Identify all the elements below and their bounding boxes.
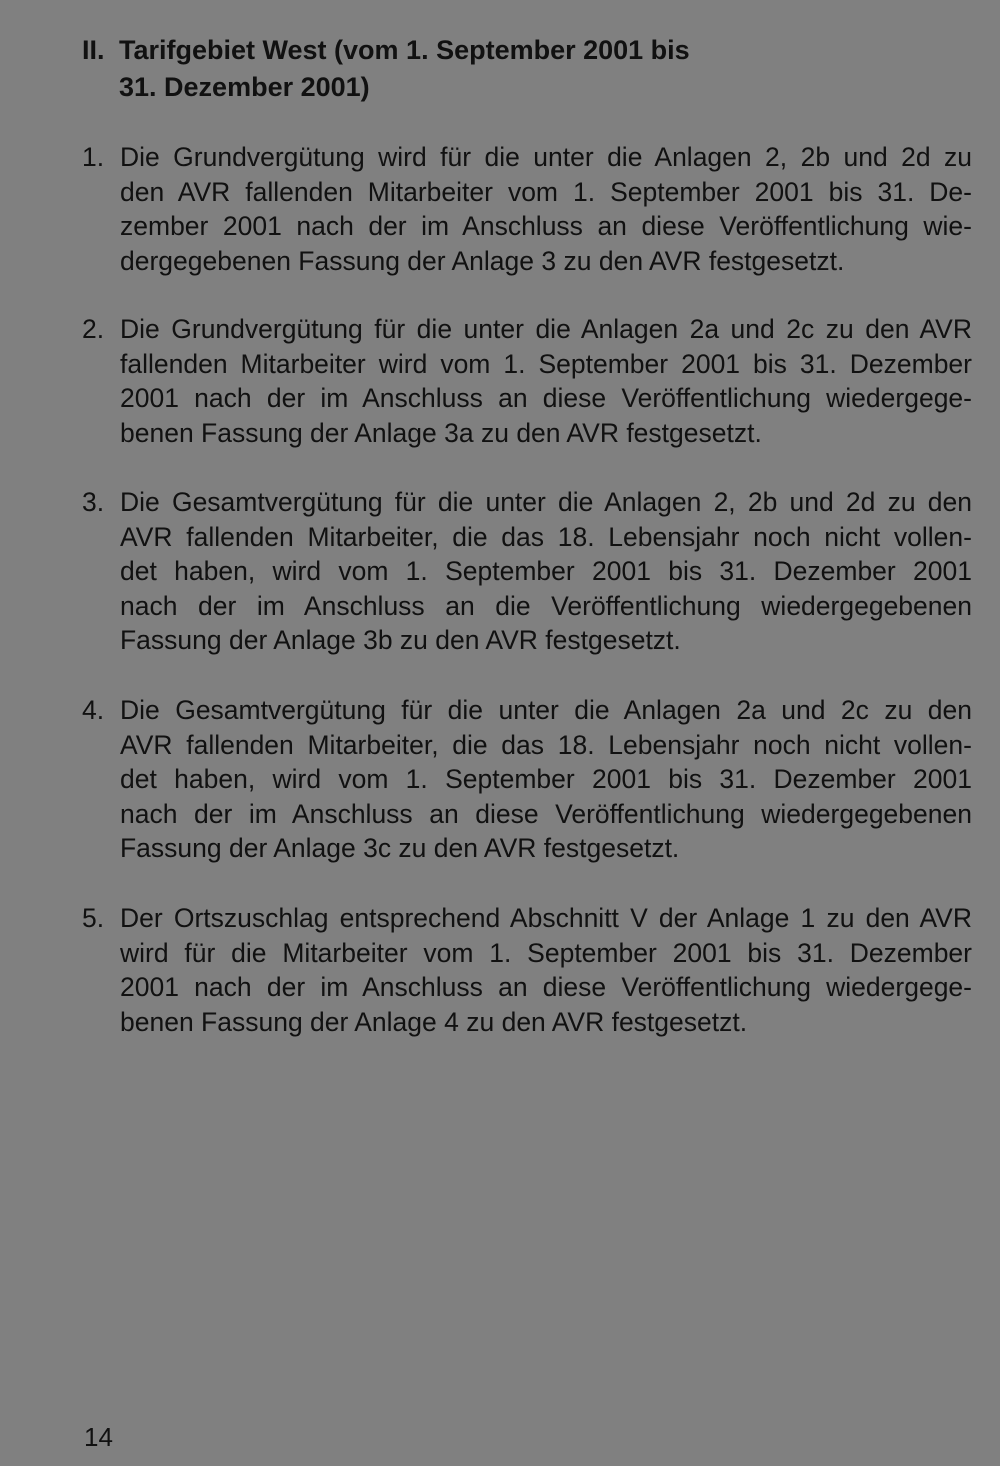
item-text (120, 901, 972, 1039)
item-line: fallenden Mitarbeiter wird vom 1. September 2001 bis 31. Dezember (120, 348, 972, 379)
item-line: Die Grundvergütung für die unter die Anlagen 2a und 2c zu den AVR (120, 314, 972, 344)
item-number: 5. (82, 903, 105, 933)
item-line: nach der im Anschluss an die Veröffentlichung wiedergegebenen (120, 590, 972, 621)
item-line: det haben, wird vom 1. September 2001 bis 31. Dezember 2001 (120, 556, 972, 587)
item-text (120, 312, 972, 450)
item-text (120, 140, 972, 278)
item-line: 2001 nach der im Anschluss an diese Veröffentlichung wiedergege- (120, 383, 972, 414)
item-line: Fassung der Anlage 3b zu den AVR festgesetzt. (120, 625, 681, 656)
item-line: Die Grundvergütung wird für die unter die Anlagen 2, 2b und 2d zu (120, 142, 972, 172)
item-line: Fassung der Anlage 3c zu den AVR festgesetzt. (120, 833, 680, 864)
item-line: Die Gesamtvergütung für die unter die Anlagen 2a und 2c zu den (120, 695, 972, 725)
item-line: den AVR fallenden Mitarbeiter vom 1. September 2001 bis 31. De- (120, 176, 972, 207)
item-line: wird für die Mitarbeiter vom 1. September 2001 bis 31. Dezember (120, 937, 972, 968)
item-line: benen Fassung der Anlage 3a zu den AVR festgesetzt. (120, 417, 762, 448)
item-text (120, 485, 972, 658)
item-line: Der Ortszuschlag entsprechend Abschnitt V der Anlage 1 zu den AVR (120, 903, 972, 933)
item-line: det haben, wird vom 1. September 2001 bis 31. Dezember 2001 (120, 764, 972, 795)
list-item (82, 312, 972, 450)
item-line: 2001 nach der im Anschluss an diese Veröffentlichung wiedergege- (120, 972, 972, 1003)
list-item (82, 901, 972, 1039)
item-line: nach der im Anschluss an diese Veröffentlichung wiedergegebenen (120, 798, 972, 829)
section-title-line: Tarifgebiet West (vom 1. September 2001 bis (119, 35, 690, 65)
section-title-line: 31. Dezember 2001) (119, 72, 370, 102)
item-number: 2. (82, 314, 105, 344)
item-line: AVR fallenden Mitarbeiter, die das 18. Lebensjahr noch nicht vollen- (120, 729, 972, 760)
section-heading (82, 32, 962, 106)
item-line: AVR fallenden Mitarbeiter, die das 18. Lebensjahr noch nicht vollen- (120, 521, 972, 552)
item-line: zember 2001 nach der im Anschluss an diese Veröffentlichung wie- (120, 211, 972, 242)
section-title (119, 32, 962, 106)
item-line: benen Fassung der Anlage 4 zu den AVR festgesetzt. (120, 1006, 748, 1037)
list-item (82, 693, 972, 866)
item-line: dergegebenen Fassung der Anlage 3 zu den AVR festgesetzt. (120, 245, 845, 276)
list-item (82, 140, 972, 278)
item-number: 3. (82, 487, 105, 517)
item-line: Die Gesamtvergütung für die unter die Anlagen 2, 2b und 2d zu den (120, 487, 972, 517)
page-number: 14 (84, 1422, 113, 1452)
section-number: II. (82, 35, 105, 65)
list-item (82, 485, 972, 658)
item-text (120, 693, 972, 866)
item-number: 4. (82, 695, 105, 725)
item-number: 1. (82, 142, 105, 172)
